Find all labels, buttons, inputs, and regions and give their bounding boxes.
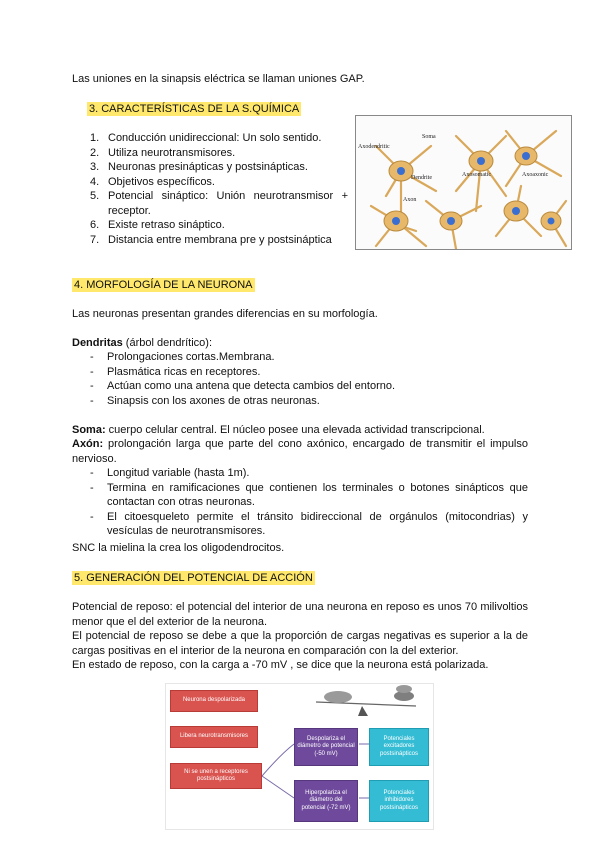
dash-bullet: - bbox=[90, 510, 94, 523]
dendrite-item bbox=[90, 394, 530, 409]
synapse-figure bbox=[355, 115, 572, 250]
characteristic-item bbox=[90, 160, 348, 175]
dendrite-item bbox=[90, 365, 530, 380]
box-neurona-despolarizada: Neurona despolarizada bbox=[170, 690, 258, 712]
dash-bullet: - bbox=[90, 467, 94, 479]
box-libera-neurotransmisores: Libera neurotransmisores bbox=[170, 726, 258, 748]
item-number: 1. bbox=[90, 132, 100, 144]
label-axoaxonic: Axoaxonic bbox=[522, 172, 549, 178]
section5-heading-text: 5. GENERACIÓN DEL POTENCIAL DE ACCIÓN bbox=[74, 572, 313, 584]
dash-bullet: - bbox=[90, 365, 94, 378]
action-potential-diagram bbox=[165, 683, 434, 830]
characteristic-item bbox=[90, 233, 348, 248]
item-text: Existe retraso sináptico. bbox=[108, 219, 225, 231]
characteristic-item bbox=[90, 218, 348, 233]
dendrites-list bbox=[90, 350, 530, 408]
stone-right-2 bbox=[396, 685, 412, 693]
dendrite-item bbox=[90, 379, 530, 394]
soma-text: cuerpo celular central. El núcleo posee una elevada actividad transcripcional. bbox=[105, 424, 485, 436]
stone-left bbox=[324, 691, 352, 703]
item-number: 5. bbox=[90, 190, 100, 202]
label-dendrite: Dendrite bbox=[411, 175, 432, 181]
item-number: 4. bbox=[90, 175, 100, 188]
box-receptores-postsinapticos: Ni se unen a receptores postsinápticos bbox=[170, 763, 262, 789]
characteristic-item bbox=[90, 175, 348, 190]
item-number: 3. bbox=[90, 161, 100, 173]
box-hiperpolariza: Hiperpolariza el diámetro del potencial (-72 mV) bbox=[294, 780, 358, 822]
axon-item bbox=[90, 510, 528, 539]
list-item-text: Sinapsis con los axones de otras neuronas. bbox=[107, 394, 320, 407]
axon-item bbox=[90, 481, 528, 510]
label-axon: Axon bbox=[403, 197, 417, 203]
dendrite-item bbox=[90, 350, 530, 365]
axon-item bbox=[90, 466, 528, 481]
soma-line bbox=[72, 423, 528, 438]
item-text: Objetivos específicos. bbox=[108, 175, 215, 188]
label-axodendritic: Axodendritic bbox=[358, 144, 390, 150]
item-number: 7. bbox=[90, 233, 100, 246]
synapse-illustration bbox=[356, 116, 571, 249]
section4-heading-text: 4. MORFOLOGÍA DE LA NEURONA bbox=[74, 279, 253, 291]
label-soma: Soma bbox=[422, 134, 436, 140]
list-item-text: Termina en ramificaciones que contienen los terminales o botones sinápticos que contactan con otras neuronas. bbox=[107, 481, 528, 508]
item-text: Utiliza neurotransmisores. bbox=[108, 146, 236, 159]
balance-pivot bbox=[358, 706, 368, 716]
section4-heading bbox=[72, 278, 255, 293]
snc-line: SNC la mielina la crea los oligodendrocitos. bbox=[72, 542, 285, 554]
section3-heading-text: 3. CARACTERÍSTICAS DE LA S.QUÍMICA bbox=[89, 103, 300, 115]
section5-heading bbox=[72, 571, 315, 586]
label-axosomatic: Axosomatic bbox=[462, 172, 491, 178]
section3-heading bbox=[87, 102, 301, 117]
section4-intro: Las neuronas presentan grandes diferencias en su morfología. bbox=[72, 308, 378, 320]
axon-term: Axón: bbox=[72, 438, 104, 450]
dendrites-rest: (árbol dendrítico): bbox=[122, 337, 213, 349]
item-text: Potencial sináptico: Unión neurotransmisor + receptor. bbox=[108, 190, 348, 217]
dendrites-line bbox=[72, 336, 212, 351]
characteristic-item bbox=[90, 189, 348, 218]
item-text: Conducción unidireccional: Un solo sentido. bbox=[108, 132, 322, 144]
list-item-text: Plasmática ricas en receptores. bbox=[107, 365, 261, 378]
list-item-text: Prolongaciones cortas.Membrana. bbox=[107, 351, 275, 363]
box-despolariza: Despolariza el diámetro de potencial (-50 mV) bbox=[294, 728, 358, 766]
list-item-text: El citoesqueleto permite el tránsito bidireccional de orgánulos (mitocondrias) y vesículas de neurotransmisores. bbox=[107, 510, 528, 537]
dash-bullet: - bbox=[90, 380, 94, 392]
intro-text: Las uniones en la sinapsis eléctrica se llaman uniones GAP. bbox=[72, 73, 365, 85]
item-number: 6. bbox=[90, 219, 100, 231]
balance-beam bbox=[316, 702, 416, 706]
soma-term: Soma: bbox=[72, 424, 106, 436]
axon-list bbox=[90, 466, 528, 539]
characteristics-list bbox=[90, 131, 348, 247]
axon-text: prolongación larga que parte del cono axónico, encargado de transmitir el impulso nervioso. bbox=[72, 438, 528, 465]
box-potenciales-excitadores: Potenciales excitadores postsinápticos bbox=[369, 728, 429, 766]
characteristic-item bbox=[90, 131, 348, 146]
resting-cause-paragraph: El potencial de reposo se debe a que la proporción de cargas negativas es superior a la de cargas positivas en el interior de la neurona en comparación con la del exterior. bbox=[72, 630, 528, 657]
resting-potential-paragraph: Potencial de reposo: el potencial del interior de una neurona en reposo es unos 70 milivoltios menor que el del exterior de la neurona. bbox=[72, 601, 528, 628]
characteristic-item bbox=[90, 146, 348, 161]
dash-bullet: - bbox=[90, 394, 94, 407]
item-text: Neuronas presinápticas y postsinápticas. bbox=[108, 161, 308, 173]
list-item-text: Actúan como una antena que detecta cambios del entorno. bbox=[107, 380, 396, 392]
item-text: Distancia entre membrana pre y postsináptica bbox=[108, 233, 332, 246]
dendrites-term: Dendritas bbox=[72, 337, 123, 349]
polarized-paragraph: En estado de reposo, con la carga a -70 mV , se dice que la neurona está polarizada. bbox=[72, 659, 489, 671]
box-potenciales-inhibidores: Potenciales inhibidores postsinápticos bbox=[369, 780, 429, 822]
item-number: 2. bbox=[90, 146, 100, 159]
dash-bullet: - bbox=[90, 351, 94, 363]
axon-paragraph bbox=[72, 437, 528, 466]
list-item-text: Longitud variable (hasta 1m). bbox=[107, 467, 250, 479]
dash-bullet: - bbox=[90, 481, 94, 494]
